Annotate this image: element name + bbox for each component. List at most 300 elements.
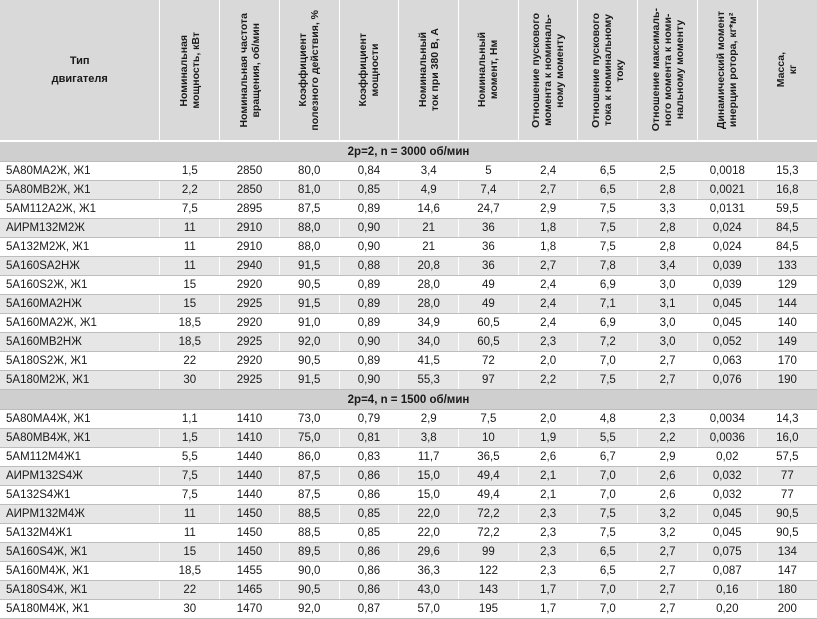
- cell-start-current-ratio: 7,5: [578, 219, 638, 238]
- cell-type: 5А160МВ2НЖ: [0, 333, 160, 352]
- table-row: [0, 486, 817, 505]
- cell-start-current-ratio: 6,5: [578, 162, 638, 181]
- table-row: [0, 410, 817, 429]
- cell-rotor-inertia: 0,045: [697, 295, 757, 314]
- cell-start-current-ratio: 6,9: [578, 276, 638, 295]
- table-row: [0, 371, 817, 390]
- cell-start-torque-ratio: 2,2: [518, 371, 578, 390]
- cell-efficiency: 91,5: [279, 257, 339, 276]
- cell-start-torque-ratio: 1,8: [518, 219, 578, 238]
- cell-max-torque-ratio: 2,8: [638, 238, 698, 257]
- cell-efficiency: 88,5: [279, 505, 339, 524]
- cell-type: 5А180S2Ж, Ж1: [0, 352, 160, 371]
- cell-start-current-ratio: 7,8: [578, 257, 638, 276]
- cell-max-torque-ratio: 2,8: [638, 219, 698, 238]
- cell-max-torque-ratio: 3,0: [638, 314, 698, 333]
- cell-start-torque-ratio: 2,0: [518, 410, 578, 429]
- cell-start-torque-ratio: 2,3: [518, 505, 578, 524]
- cell-max-torque-ratio: 2,7: [638, 581, 698, 600]
- cell-efficiency: 75,0: [279, 429, 339, 448]
- cell-start-current-ratio: 7,5: [578, 371, 638, 390]
- cell-max-torque-ratio: 3,3: [638, 200, 698, 219]
- cell-efficiency: 92,0: [279, 600, 339, 619]
- cell-start-current-ratio: 4,8: [578, 410, 638, 429]
- cell-torque: 36,5: [459, 448, 519, 467]
- table-body: [0, 141, 817, 619]
- cell-power-factor: 0,90: [339, 333, 399, 352]
- cell-start-current-ratio: 6,5: [578, 543, 638, 562]
- cell-start-torque-ratio: 2,0: [518, 352, 578, 371]
- cell-power-factor: 0,86: [339, 486, 399, 505]
- cell-mass: 57,5: [757, 448, 817, 467]
- column-header-type: [0, 0, 160, 141]
- table-row: [0, 600, 817, 619]
- column-header-label: Динамический момент инерции ротора, кг*м²: [715, 10, 740, 130]
- cell-power-factor: 0,90: [339, 219, 399, 238]
- cell-torque: 143: [459, 581, 519, 600]
- cell-rotor-inertia: 0,063: [697, 352, 757, 371]
- cell-speed: 2895: [220, 200, 280, 219]
- cell-type: АИРМ132М2Ж: [0, 219, 160, 238]
- table-row: [0, 333, 817, 352]
- table-row: [0, 467, 817, 486]
- column-header-label: Коэффициент полезного действия, %: [297, 9, 322, 131]
- cell-efficiency: 88,5: [279, 524, 339, 543]
- cell-type: 5АМ112А2Ж, Ж1: [0, 200, 160, 219]
- group-title: 2p=2, n = 3000 об/мин: [0, 141, 817, 162]
- table-row: [0, 200, 817, 219]
- cell-rotor-inertia: 0,045: [697, 314, 757, 333]
- cell-max-torque-ratio: 2,5: [638, 162, 698, 181]
- cell-speed: 2910: [220, 219, 280, 238]
- cell-rotor-inertia: 0,16: [697, 581, 757, 600]
- cell-start-torque-ratio: 2,3: [518, 543, 578, 562]
- cell-speed: 1450: [220, 505, 280, 524]
- table-row: [0, 581, 817, 600]
- cell-rotor-inertia: 0,024: [697, 219, 757, 238]
- column-header-rotor-inertia: [697, 0, 757, 141]
- cell-efficiency: 91,5: [279, 371, 339, 390]
- cell-start-current-ratio: 7,0: [578, 600, 638, 619]
- cell-power-factor: 0,88: [339, 257, 399, 276]
- cell-power: 1,1: [160, 410, 220, 429]
- cell-power-factor: 0,89: [339, 276, 399, 295]
- cell-start-current-ratio: 6,5: [578, 181, 638, 200]
- cell-start-torque-ratio: 1,9: [518, 429, 578, 448]
- cell-current: 20,8: [399, 257, 459, 276]
- cell-current: 57,0: [399, 600, 459, 619]
- column-header-start-current-ratio: [578, 0, 638, 141]
- cell-current: 22,0: [399, 505, 459, 524]
- cell-start-torque-ratio: 2,1: [518, 486, 578, 505]
- cell-speed: 2925: [220, 333, 280, 352]
- cell-mass: 149: [757, 333, 817, 352]
- cell-start-current-ratio: 6,5: [578, 562, 638, 581]
- cell-start-torque-ratio: 2,7: [518, 257, 578, 276]
- cell-rotor-inertia: 0,0131: [697, 200, 757, 219]
- cell-rotor-inertia: 0,032: [697, 467, 757, 486]
- cell-max-torque-ratio: 3,1: [638, 295, 698, 314]
- cell-start-current-ratio: 7,2: [578, 333, 638, 352]
- cell-type: 5А80МА4Ж, Ж1: [0, 410, 160, 429]
- cell-power-factor: 0,89: [339, 200, 399, 219]
- column-header-current: [399, 0, 459, 141]
- cell-power-factor: 0,90: [339, 371, 399, 390]
- column-header-label: Номинальная мощность, кВт: [177, 31, 202, 109]
- cell-power: 1,5: [160, 429, 220, 448]
- cell-start-torque-ratio: 2,4: [518, 295, 578, 314]
- cell-speed: 2850: [220, 181, 280, 200]
- cell-start-torque-ratio: 1,8: [518, 238, 578, 257]
- header-row: [0, 0, 817, 141]
- cell-current: 21: [399, 219, 459, 238]
- cell-start-current-ratio: 7,5: [578, 524, 638, 543]
- cell-power: 15: [160, 276, 220, 295]
- cell-start-current-ratio: 5,5: [578, 429, 638, 448]
- cell-type: АИРМ132S4Ж: [0, 467, 160, 486]
- cell-power-factor: 0,89: [339, 295, 399, 314]
- cell-max-torque-ratio: 2,7: [638, 352, 698, 371]
- cell-power-factor: 0,86: [339, 562, 399, 581]
- cell-power: 18,5: [160, 562, 220, 581]
- cell-type: 5А132М4Ж1: [0, 524, 160, 543]
- cell-type: 5А132М2Ж, Ж1: [0, 238, 160, 257]
- column-header-max-torque-ratio: [638, 0, 698, 141]
- cell-type: АИРМ132М4Ж: [0, 505, 160, 524]
- cell-torque: 97: [459, 371, 519, 390]
- cell-torque: 49,4: [459, 467, 519, 486]
- cell-current: 43,0: [399, 581, 459, 600]
- group-row: [0, 141, 817, 162]
- table-row: [0, 314, 817, 333]
- cell-max-torque-ratio: 2,3: [638, 410, 698, 429]
- cell-type: 5А160S2Ж, Ж1: [0, 276, 160, 295]
- cell-start-torque-ratio: 2,4: [518, 276, 578, 295]
- cell-mass: 200: [757, 600, 817, 619]
- cell-max-torque-ratio: 2,9: [638, 448, 698, 467]
- column-header-speed: [220, 0, 280, 141]
- cell-torque: 195: [459, 600, 519, 619]
- cell-max-torque-ratio: 2,6: [638, 467, 698, 486]
- cell-efficiency: 90,5: [279, 352, 339, 371]
- cell-efficiency: 73,0: [279, 410, 339, 429]
- cell-efficiency: 90,0: [279, 562, 339, 581]
- cell-power: 7,5: [160, 486, 220, 505]
- cell-rotor-inertia: 0,076: [697, 371, 757, 390]
- cell-power: 11: [160, 257, 220, 276]
- cell-speed: 1410: [220, 410, 280, 429]
- cell-efficiency: 91,0: [279, 314, 339, 333]
- cell-rotor-inertia: 0,0034: [697, 410, 757, 429]
- cell-power: 15: [160, 543, 220, 562]
- cell-torque: 99: [459, 543, 519, 562]
- cell-torque: 60,5: [459, 314, 519, 333]
- cell-current: 34,0: [399, 333, 459, 352]
- cell-type: 5А132S4Ж1: [0, 486, 160, 505]
- cell-current: 21: [399, 238, 459, 257]
- cell-power: 7,5: [160, 200, 220, 219]
- cell-mass: 90,5: [757, 524, 817, 543]
- cell-efficiency: 88,0: [279, 219, 339, 238]
- column-header-label: Масса, кг: [775, 52, 800, 88]
- cell-mass: 15,3: [757, 162, 817, 181]
- cell-power: 11: [160, 524, 220, 543]
- cell-power-factor: 0,86: [339, 467, 399, 486]
- cell-power-factor: 0,84: [339, 162, 399, 181]
- cell-start-torque-ratio: 2,4: [518, 314, 578, 333]
- cell-type: 5А180М4Ж, Ж1: [0, 600, 160, 619]
- cell-type: 5А160SА2НЖ: [0, 257, 160, 276]
- cell-power-factor: 0,85: [339, 524, 399, 543]
- cell-mass: 59,5: [757, 200, 817, 219]
- table-row: [0, 524, 817, 543]
- cell-start-current-ratio: 6,9: [578, 314, 638, 333]
- cell-torque: 49: [459, 295, 519, 314]
- cell-current: 11,7: [399, 448, 459, 467]
- cell-power: 22: [160, 352, 220, 371]
- cell-power: 11: [160, 238, 220, 257]
- cell-torque: 49,4: [459, 486, 519, 505]
- cell-max-torque-ratio: 2,8: [638, 181, 698, 200]
- cell-mass: 190: [757, 371, 817, 390]
- cell-start-torque-ratio: 2,3: [518, 562, 578, 581]
- cell-max-torque-ratio: 2,6: [638, 486, 698, 505]
- cell-current: 34,9: [399, 314, 459, 333]
- cell-max-torque-ratio: 3,0: [638, 276, 698, 295]
- cell-efficiency: 90,5: [279, 581, 339, 600]
- cell-efficiency: 90,5: [279, 276, 339, 295]
- cell-max-torque-ratio: 2,2: [638, 429, 698, 448]
- cell-rotor-inertia: 0,20: [697, 600, 757, 619]
- cell-max-torque-ratio: 3,0: [638, 333, 698, 352]
- cell-power-factor: 0,79: [339, 410, 399, 429]
- cell-torque: 7,5: [459, 410, 519, 429]
- column-header-torque: [459, 0, 519, 141]
- table-row: [0, 238, 817, 257]
- column-header-label: Номинальный момент, Нм: [476, 32, 501, 108]
- cell-torque: 72,2: [459, 524, 519, 543]
- cell-max-torque-ratio: 2,7: [638, 543, 698, 562]
- cell-power-factor: 0,89: [339, 314, 399, 333]
- column-header-power: [160, 0, 220, 141]
- column-header-label: Отношение пускового тока к номинальному току: [589, 12, 626, 128]
- cell-efficiency: 81,0: [279, 181, 339, 200]
- cell-type: 5А160МА2Ж, Ж1: [0, 314, 160, 333]
- column-header-label: Тип двигателя: [51, 55, 108, 85]
- cell-power-factor: 0,86: [339, 543, 399, 562]
- cell-mass: 170: [757, 352, 817, 371]
- cell-type: 5А160МА2НЖ: [0, 295, 160, 314]
- cell-mass: 14,3: [757, 410, 817, 429]
- cell-power-factor: 0,81: [339, 429, 399, 448]
- cell-speed: 1450: [220, 524, 280, 543]
- cell-start-torque-ratio: 2,4: [518, 162, 578, 181]
- cell-efficiency: 87,5: [279, 200, 339, 219]
- cell-power: 22: [160, 581, 220, 600]
- cell-rotor-inertia: 0,045: [697, 524, 757, 543]
- cell-power: 1,5: [160, 162, 220, 181]
- cell-efficiency: 89,5: [279, 543, 339, 562]
- column-header-power-factor: [339, 0, 399, 141]
- cell-type: 5А80МВ2Ж, Ж1: [0, 181, 160, 200]
- table-row: [0, 295, 817, 314]
- cell-speed: 2920: [220, 352, 280, 371]
- column-header-label: Отношение максималь- ного момента к номи- нальному моменту: [649, 8, 686, 132]
- table-row: [0, 448, 817, 467]
- cell-mass: 144: [757, 295, 817, 314]
- cell-power: 5,5: [160, 448, 220, 467]
- cell-current: 55,3: [399, 371, 459, 390]
- cell-rotor-inertia: 0,024: [697, 238, 757, 257]
- group-title: 2p=4, n = 1500 об/мин: [0, 390, 817, 410]
- table-header: [0, 0, 817, 141]
- cell-speed: 1440: [220, 486, 280, 505]
- cell-power: 11: [160, 219, 220, 238]
- cell-current: 36,3: [399, 562, 459, 581]
- group-row: [0, 390, 817, 410]
- cell-start-current-ratio: 7,1: [578, 295, 638, 314]
- cell-current: 22,0: [399, 524, 459, 543]
- cell-torque: 36: [459, 219, 519, 238]
- cell-start-current-ratio: 7,5: [578, 200, 638, 219]
- cell-start-torque-ratio: 2,9: [518, 200, 578, 219]
- cell-efficiency: 86,0: [279, 448, 339, 467]
- cell-torque: 122: [459, 562, 519, 581]
- cell-type: 5А160S4Ж, Ж1: [0, 543, 160, 562]
- cell-speed: 1455: [220, 562, 280, 581]
- cell-power-factor: 0,86: [339, 581, 399, 600]
- cell-current: 2,9: [399, 410, 459, 429]
- cell-current: 15,0: [399, 486, 459, 505]
- cell-current: 28,0: [399, 276, 459, 295]
- cell-torque: 36: [459, 238, 519, 257]
- cell-speed: 2940: [220, 257, 280, 276]
- cell-rotor-inertia: 0,0036: [697, 429, 757, 448]
- cell-speed: 1410: [220, 429, 280, 448]
- cell-power-factor: 0,89: [339, 352, 399, 371]
- cell-start-current-ratio: 6,7: [578, 448, 638, 467]
- cell-current: 41,5: [399, 352, 459, 371]
- cell-torque: 24,7: [459, 200, 519, 219]
- cell-type: 5А80МВ4Ж, Ж1: [0, 429, 160, 448]
- cell-type: 5А80МА2Ж, Ж1: [0, 162, 160, 181]
- cell-speed: 2925: [220, 371, 280, 390]
- cell-rotor-inertia: 0,02: [697, 448, 757, 467]
- cell-rotor-inertia: 0,087: [697, 562, 757, 581]
- cell-power: 7,5: [160, 467, 220, 486]
- cell-mass: 180: [757, 581, 817, 600]
- cell-start-torque-ratio: 1,7: [518, 600, 578, 619]
- cell-speed: 1440: [220, 467, 280, 486]
- cell-current: 29,6: [399, 543, 459, 562]
- cell-torque: 7,4: [459, 181, 519, 200]
- table-row: [0, 429, 817, 448]
- column-header-label: Отношение пускового момента к номиналь- ному моменту: [530, 12, 567, 128]
- cell-torque: 72: [459, 352, 519, 371]
- column-header-efficiency: [279, 0, 339, 141]
- cell-mass: 84,5: [757, 219, 817, 238]
- table-row: [0, 505, 817, 524]
- cell-rotor-inertia: 0,039: [697, 276, 757, 295]
- cell-mass: 147: [757, 562, 817, 581]
- cell-mass: 16,0: [757, 429, 817, 448]
- cell-mass: 133: [757, 257, 817, 276]
- cell-speed: 1450: [220, 543, 280, 562]
- table-row: [0, 257, 817, 276]
- cell-start-current-ratio: 7,0: [578, 486, 638, 505]
- cell-mass: 84,5: [757, 238, 817, 257]
- cell-start-current-ratio: 7,5: [578, 238, 638, 257]
- cell-current: 4,9: [399, 181, 459, 200]
- cell-mass: 90,5: [757, 505, 817, 524]
- cell-max-torque-ratio: 2,7: [638, 562, 698, 581]
- table-row: [0, 543, 817, 562]
- cell-efficiency: 88,0: [279, 238, 339, 257]
- cell-current: 15,0: [399, 467, 459, 486]
- cell-torque: 72,2: [459, 505, 519, 524]
- cell-speed: 2925: [220, 295, 280, 314]
- table-row: [0, 181, 817, 200]
- cell-current: 28,0: [399, 295, 459, 314]
- column-header-mass: [757, 0, 817, 141]
- cell-rotor-inertia: 0,032: [697, 486, 757, 505]
- cell-mass: 77: [757, 486, 817, 505]
- column-header-label: Коэффициент мощности: [356, 33, 381, 107]
- cell-efficiency: 87,5: [279, 486, 339, 505]
- cell-max-torque-ratio: 2,7: [638, 600, 698, 619]
- cell-start-current-ratio: 7,0: [578, 581, 638, 600]
- cell-mass: 77: [757, 467, 817, 486]
- cell-max-torque-ratio: 3,4: [638, 257, 698, 276]
- cell-speed: 2910: [220, 238, 280, 257]
- column-header-label: Номинальная частота вращения, об/мин: [237, 12, 262, 128]
- cell-current: 3,4: [399, 162, 459, 181]
- column-header-label: Номинальный ток при 380 В, А: [416, 28, 441, 112]
- cell-torque: 36: [459, 257, 519, 276]
- cell-start-current-ratio: 7,0: [578, 352, 638, 371]
- cell-efficiency: 92,0: [279, 333, 339, 352]
- column-header-start-torque-ratio: [518, 0, 578, 141]
- cell-start-torque-ratio: 2,7: [518, 181, 578, 200]
- cell-power: 18,5: [160, 333, 220, 352]
- cell-mass: 129: [757, 276, 817, 295]
- cell-start-torque-ratio: 2,1: [518, 467, 578, 486]
- cell-type: 5А180S4Ж, Ж1: [0, 581, 160, 600]
- table-row: [0, 276, 817, 295]
- cell-rotor-inertia: 0,052: [697, 333, 757, 352]
- cell-mass: 134: [757, 543, 817, 562]
- cell-start-torque-ratio: 2,3: [518, 333, 578, 352]
- cell-torque: 60,5: [459, 333, 519, 352]
- cell-start-torque-ratio: 1,7: [518, 581, 578, 600]
- table-row: [0, 162, 817, 181]
- cell-mass: 16,8: [757, 181, 817, 200]
- cell-type: 5А160М4Ж, Ж1: [0, 562, 160, 581]
- cell-type: 5А180М2Ж, Ж1: [0, 371, 160, 390]
- cell-rotor-inertia: 0,0021: [697, 181, 757, 200]
- cell-start-torque-ratio: 2,6: [518, 448, 578, 467]
- cell-rotor-inertia: 0,045: [697, 505, 757, 524]
- table-row: [0, 219, 817, 238]
- cell-power: 18,5: [160, 314, 220, 333]
- cell-start-current-ratio: 7,5: [578, 505, 638, 524]
- cell-speed: 2920: [220, 276, 280, 295]
- cell-current: 14,6: [399, 200, 459, 219]
- cell-power: 2,2: [160, 181, 220, 200]
- cell-start-torque-ratio: 2,3: [518, 524, 578, 543]
- cell-power: 30: [160, 600, 220, 619]
- table-row: [0, 562, 817, 581]
